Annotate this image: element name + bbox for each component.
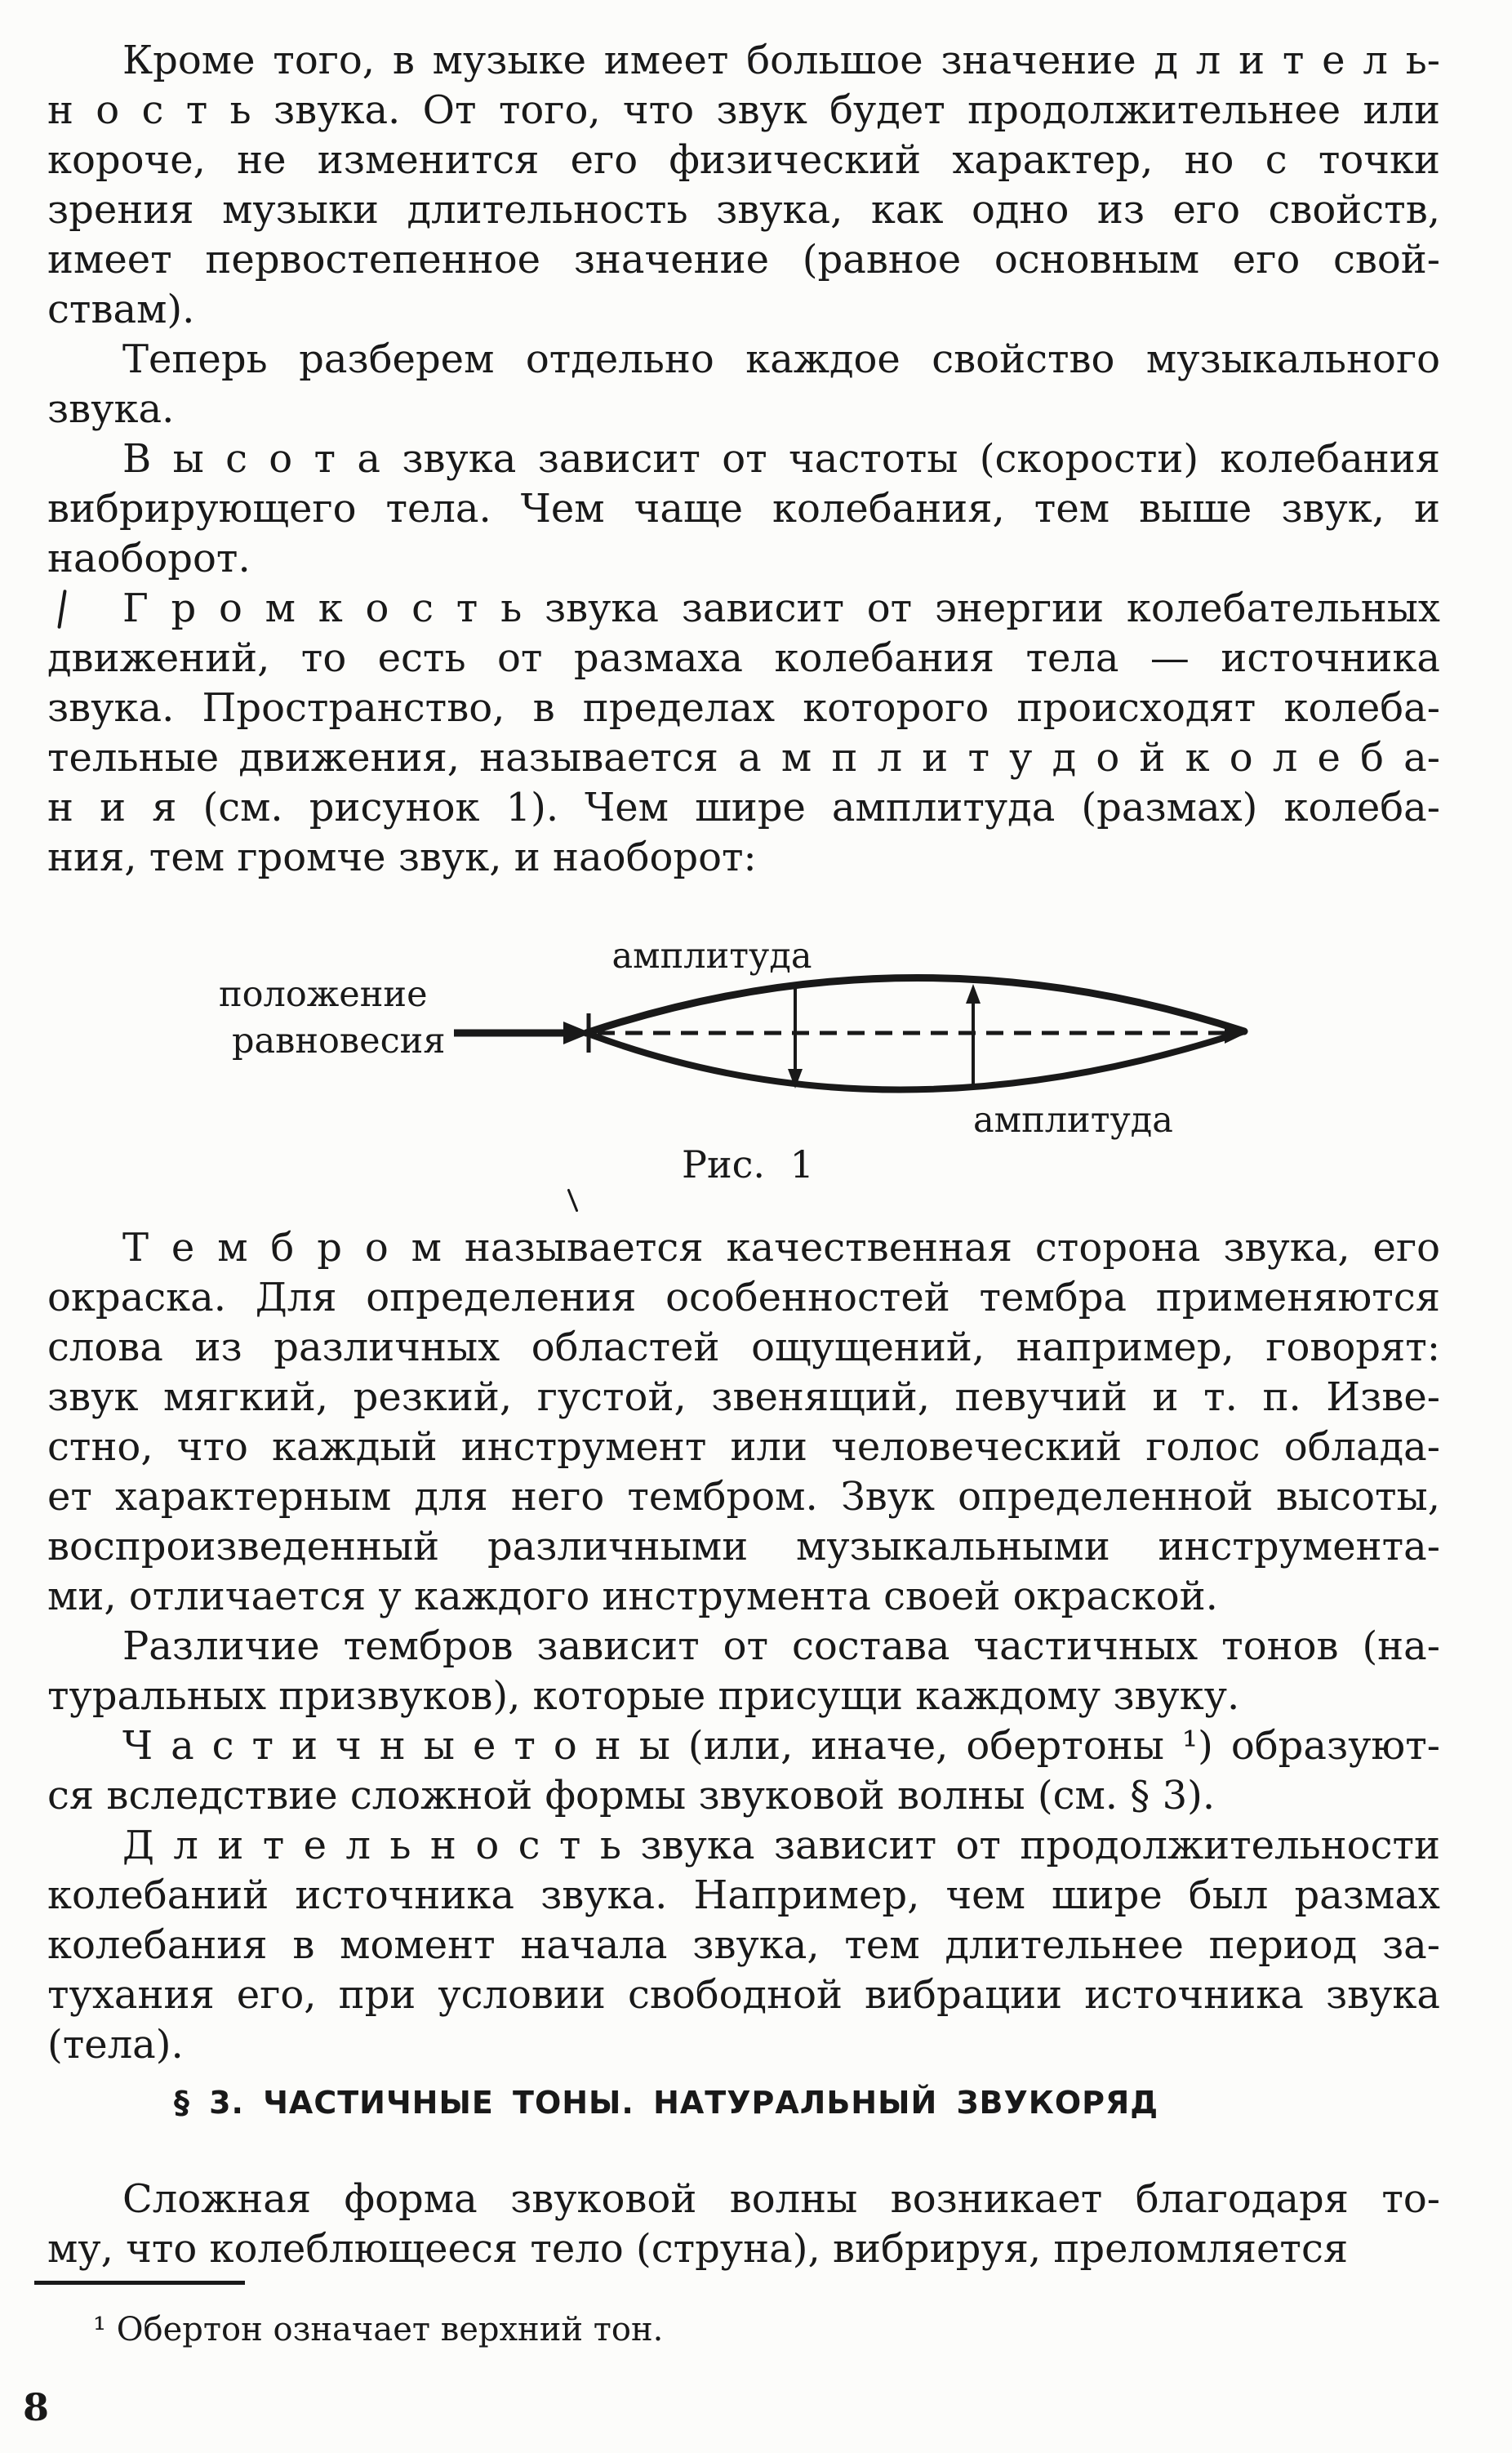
- paragraph: [47, 36, 1440, 335]
- paragraph: [47, 434, 1440, 584]
- footnote-text: ¹ Обертон означает верхний тон.: [93, 2311, 664, 2348]
- text-line: туральных призвуков), которые присущи каждому звуку.: [47, 1673, 1240, 1719]
- footnote-rule: [34, 2281, 245, 2285]
- text-line: ся вследствие сложной формы звуковой волны (см. § 3).: [47, 1773, 1216, 1819]
- text-line: стно, что каждый инструмент или человеческий голос облада-: [47, 1424, 1440, 1470]
- amplitude-up-arrow-head: [966, 984, 981, 1004]
- text-line: тухания его, при условии свободной вибрации источника звука: [47, 1972, 1440, 2018]
- text-line: ствам).: [47, 287, 195, 332]
- figure-amplitude-diagram: [0, 883, 1512, 1223]
- text-column-bottom: [0, 1223, 1512, 2431]
- figure-caption: Рис. 1: [682, 1142, 814, 1186]
- text-line: звука. Пространство, в пределах которого происходят колеба-: [47, 685, 1440, 731]
- paragraph: [47, 1223, 1440, 1622]
- text-line: н и я (см. рисунок 1). Чем шире амплитуда (размах) колеба-: [47, 785, 1440, 830]
- text-line: звук мягкий, резкий, густой, звенящий, певучий и т. п. Изве-: [47, 1374, 1440, 1420]
- text-line: наоборот.: [47, 536, 251, 581]
- text-line: зрения музыки длительность звука, как одно из его свойств,: [47, 187, 1440, 233]
- text-line: звука.: [47, 386, 175, 432]
- text-line: Т е м б р о м называется качественная сторона звука, его: [122, 1225, 1440, 1271]
- text-line: В ы с о т а звука зависит от частоты (скорости) колебания: [122, 436, 1440, 482]
- figure-left-label-line1: положение: [219, 974, 428, 1015]
- page-number: 8: [23, 2385, 50, 2429]
- figure-left-label-line2: равновесия: [232, 1021, 446, 1062]
- text-line: слова из различных областей ощущений, например, говорят:: [47, 1324, 1440, 1370]
- text-line: ет характерным для него тембром. Звук определенной высоты,: [47, 1474, 1440, 1520]
- figure-top-label: амплитуда: [611, 936, 812, 977]
- text-line: Д л и т е л ь н о с т ь звука зависит от продолжительности: [122, 1823, 1440, 1868]
- text-line: колебания в момент начала звука, тем длительнее период за-: [47, 1922, 1440, 1968]
- figure-bottom-label: амплитуда: [973, 1100, 1173, 1141]
- text-line: му, что колеблющееся тело (струна), вибрируя, преломляется: [47, 2226, 1349, 2272]
- text-line: Сложная форма звуковой волны возникает благодаря то-: [122, 2176, 1440, 2222]
- text-line: ми, отличается у каждого инструмента своей окраской.: [47, 1574, 1218, 1619]
- text-line: имеет первостепенное значение (равное основным его свой-: [47, 237, 1440, 283]
- text-line: Г р о м к о с т ь звука зависит от энергии колебательных: [122, 585, 1440, 631]
- section-heading: § 3. ЧАСТИЧНЫЕ ТОНЫ. НАТУРАЛЬНЫЙ ЗВУКОРЯД: [173, 2085, 1159, 2121]
- text-line: н о с т ь звука. От того, что звук будет продолжительнее или: [47, 87, 1440, 133]
- text-line: Теперь разберем отдельно каждое свойство музыкального: [122, 336, 1440, 382]
- text-line: Различие тембров зависит от состава частичных тонов (на-: [122, 1623, 1440, 1669]
- text-column-top: [0, 0, 1512, 883]
- text-line: воспроизведенный различными музыкальными инструмента-: [47, 1524, 1440, 1569]
- paragraph: [47, 2175, 1440, 2274]
- paragraph: [47, 335, 1440, 434]
- text-line: окраска. Для определения особенностей тембра применяются: [47, 1275, 1440, 1320]
- paragraph: [47, 584, 1440, 883]
- amplitude-diagram-canvas: [0, 883, 1512, 1223]
- text-line: Ч а с т и ч н ы е т о н ы (или, иначе, обертоны ¹) образуют-: [122, 1723, 1440, 1769]
- paragraph: [47, 1622, 1440, 1721]
- text-line: (тела).: [47, 2022, 184, 2068]
- string-top-arc: [586, 977, 1244, 1033]
- text-line: вибрирующего тела. Чем чаще колебания, тем выше звук, и: [47, 486, 1440, 532]
- text-line: колебаний источника звука. Например, чем шире был размах: [47, 1872, 1440, 1918]
- text-line: движений, то есть от размаха колебания тела — источника: [47, 635, 1440, 681]
- paragraph: [47, 1721, 1440, 1821]
- text-line: Кроме того, в музыке имеет большое значение д л и т е л ь-: [122, 38, 1440, 83]
- text-line: короче, не изменится его физический характер, но с точки: [47, 137, 1440, 183]
- text-line: тельные движения, называется а м п л и т у д о й к о л е б а-: [47, 735, 1440, 781]
- string-bottom-arc: [586, 1031, 1244, 1090]
- paragraph: [47, 1821, 1440, 2070]
- text-line: ния, тем громче звук, и наоборот:: [47, 835, 757, 880]
